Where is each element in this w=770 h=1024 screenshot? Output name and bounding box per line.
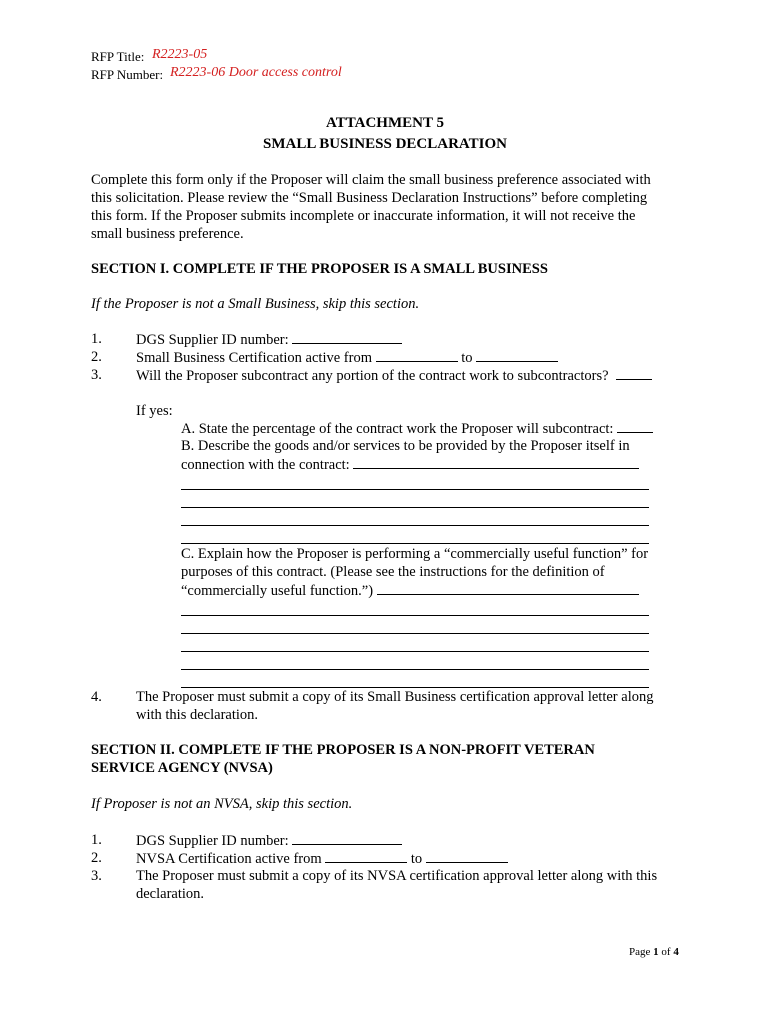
s1-item-4-number: 4. [91,689,102,705]
subcontract-percentage-field[interactable] [617,420,653,433]
intro-line-3: this form. If the Proposer submits incomplete or inaccurate information, it will not receive the [91,208,636,224]
subcontract-answer-field[interactable] [616,367,652,380]
rfp-number-label: RFP Number: [91,67,164,82]
cuf-line-1: C. Explain how the Proposer is performing a “commercially useful function” for [181,546,649,562]
cuf-line-3 [181,582,639,600]
goods-services-blank-3[interactable] [181,525,649,526]
section-1-heading: SECTION I. COMPLETE IF THE PROPOSER IS A SMALL BUSINESS [91,261,548,277]
section-2-heading-line-2: SERVICE AGENCY (NVSA) [91,760,273,776]
nvsa-to-field[interactable] [426,850,508,863]
s2-item-2-number: 2. [91,850,102,866]
of-word: of [661,946,671,958]
s2-item-1 [136,832,402,850]
nvsa-to-label: to [410,851,423,867]
s1-item-4-line-1: The Proposer must submit a copy of its Small Business certification approval letter along [136,689,654,705]
subcontract-question: Will the Proposer subcontract any portion of the contract work to subcontractors? [136,368,609,384]
s1-item-2 [136,349,558,367]
page-number: 1 [653,946,659,958]
goods-services-line-1: B. Describe the goods and/or services to be provided by the Proposer itself in [181,438,630,454]
s2-item-2 [136,850,508,868]
page-total: 4 [673,946,679,958]
if-yes-label: If yes: [136,403,173,419]
intro-line-2: this solicitation. Please review the “Small Business Declaration Instructions” before completing [91,190,648,206]
section-2-heading-line-1: SECTION II. COMPLETE IF THE PROPOSER IS A NON-PROFIT VETERAN [91,742,595,758]
goods-services-blank-2[interactable] [181,507,649,508]
nvsa-supplier-id-field[interactable] [292,832,402,845]
certification-to-field[interactable] [476,349,558,362]
intro-line-1: Complete this form only if the Proposer will claim the small business preference associated with [91,172,651,188]
cuf-blank-4[interactable] [181,669,649,670]
certification-from-field[interactable] [376,349,458,362]
nvsa-certification-label: NVSA Certification active from [136,851,322,867]
rfp-number-value: R2223-06 Door access control [170,65,342,80]
s2-item-3-number: 3. [91,868,102,884]
goods-services-field[interactable] [353,456,639,469]
s2-item-3-line-1: The Proposer must submit a copy of its NVSA certification approval letter along with this [136,868,658,884]
nvsa-from-field[interactable] [325,850,407,863]
declaration-title: SMALL BUSINESS DECLARATION [263,136,507,152]
s1-item-3 [136,367,652,385]
s1-item-4-line-2: with this declaration. [136,707,259,723]
section-1-skip-note: If the Proposer is not a Small Business, skip this section. [91,296,420,312]
goods-services-label: connection with the contract: [181,457,350,473]
section-2-skip-note: If Proposer is not an NVSA, skip this section. [91,796,353,812]
subcontract-percentage-label: A. State the percentage of the contract work the Proposer will subcontract: [181,421,614,437]
rfp-title-value: R2223-05 [152,47,208,62]
goods-services-line-2 [181,456,639,474]
rfp-title-label: RFP Title: [91,49,145,64]
cuf-blank-1[interactable] [181,615,649,616]
supplier-id-label: DGS Supplier ID number: [136,332,289,348]
to-label: to [461,350,473,366]
cuf-field[interactable] [377,582,639,595]
s1-item-2-number: 2. [91,349,102,365]
supplier-id-field[interactable] [292,331,402,344]
intro-line-4: small business preference. [91,226,244,242]
attachment-title: ATTACHMENT 5 [326,115,444,131]
certification-active-label: Small Business Certification active from [136,350,372,366]
cuf-blank-3[interactable] [181,651,649,652]
nvsa-supplier-id-label: DGS Supplier ID number: [136,833,289,849]
cuf-blank-2[interactable] [181,633,649,634]
page-word: Page [629,946,651,958]
goods-services-blank-4[interactable] [181,543,649,544]
cuf-label: “commercially useful function.”) [181,583,374,599]
s1-item-1 [136,331,402,349]
s1-item-3-number: 3. [91,367,102,383]
s2-item-1-number: 1. [91,832,102,848]
goods-services-blank-1[interactable] [181,489,649,490]
s1-item-1-number: 1. [91,331,102,347]
s2-item-3-line-2: declaration. [136,886,205,902]
page-indicator [629,946,679,958]
subcontract-percentage [181,420,653,438]
cuf-blank-5[interactable] [181,687,649,688]
cuf-line-2: purposes of this contract. (Please see the instructions for the definition of [181,564,605,580]
